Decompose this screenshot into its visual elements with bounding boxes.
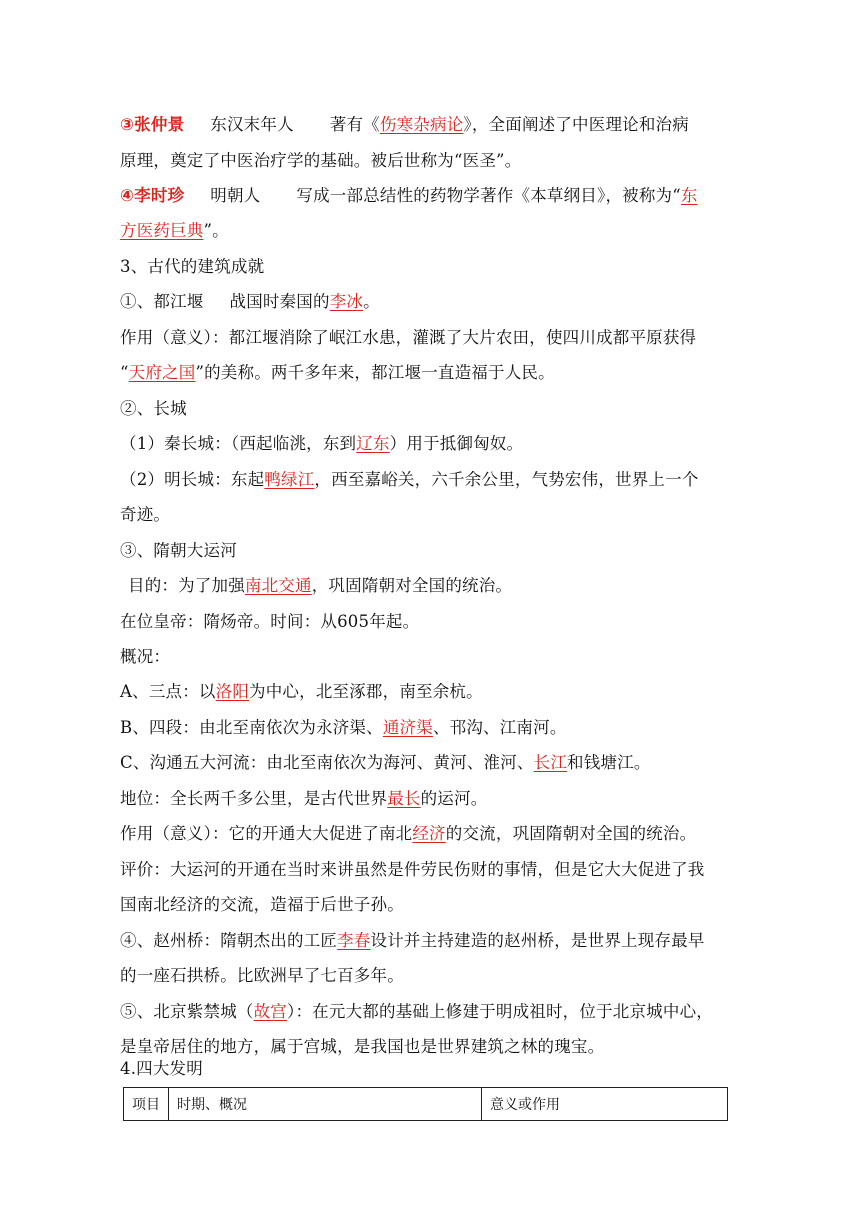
dujiangyan-line: ①、都江堰 战国时秦国的李冰。	[120, 292, 380, 311]
grand-canal-evaluation-2: 国南北经济的交流，造福于后世子孙。	[120, 895, 404, 914]
dujiangyan-effect: 作用（意义）：都江堰消除了岷江水患，灌溉了大片农田，使四川成都平原获得	[120, 328, 697, 347]
table-header-cell: 时期、概况	[169, 1088, 482, 1121]
grand-canal-sections: B、四段：由北至南依次为永济渠、通济渠、邗沟、江南河。	[120, 718, 567, 737]
li-shizhen-line-2: 方医药巨典”。	[120, 221, 229, 240]
zhang-zhongjing-line: ③张仲景 东汉末年人 著有《伤寒杂病论》，全面阐述了中医理论和治病	[120, 115, 689, 134]
forbidden-city-2: 是皇帝居住的地方，属于宫城，是我国也是世界建筑之林的瑰宝。	[120, 1037, 605, 1056]
section-heading: 3、古代的建筑成就	[120, 257, 265, 276]
inventions-table	[123, 1087, 728, 1121]
zhang-zhongjing-line-2: 原理，奠定了中医治疗学的基础。被后世称为“医圣”。	[120, 151, 522, 170]
grand-canal-evaluation: 评价：大运河的开通在当时来讲虽然是件劳民伤财的事情，但是它大大促进了我	[120, 860, 705, 879]
item-number: ④	[120, 186, 135, 205]
grand-canal-status: 地位：全长两千多公里，是古代世界最长的运河。	[120, 789, 488, 808]
era: 明朝人	[210, 186, 261, 205]
grand-canal-points: A、三点：以洛阳为中心，北至涿郡，南至余杭。	[120, 682, 483, 701]
grand-canal-overview: 概况：	[120, 647, 171, 666]
great-wall-title: ②、长城	[120, 399, 187, 418]
ming-great-wall: （2）明长城：东起鸭绿江，西至嘉峪关，六千余公里，气势宏伟，世界上一个	[120, 470, 699, 489]
li-shizhen-line: ④李时珍 明朝人 写成一部总结性的药物学著作《本草纲目》，被称为“东	[120, 186, 698, 205]
grand-canal-emperor: 在位皇帝：隋炀帝。时间：从605年起。	[120, 612, 420, 631]
table-header-cell: 项目	[124, 1088, 169, 1121]
section-heading: 4.四大发明	[120, 1059, 203, 1078]
grand-canal-goal: 目的：为了加强南北交通，巩固隋朝对全国的统治。	[128, 576, 513, 595]
item-number: ③	[120, 115, 135, 134]
ming-great-wall-2: 奇迹。	[120, 505, 171, 524]
grand-canal-rivers: C、沟通五大河流：由北至南依次为海河、黄河、淮河、长江和钱塘江。	[120, 753, 651, 772]
table-header-row	[124, 1088, 728, 1121]
grand-canal-title: ③、隋朝大运河	[120, 541, 237, 560]
qin-great-wall: （1）秦长城：（西起临洮，东到辽东）用于抵御匈奴。	[120, 434, 524, 453]
book-title: 伤寒杂病论	[379, 115, 464, 134]
zhaozhou-bridge-2: 的一座石拱桥。比欧洲早了七百多年。	[120, 966, 404, 985]
zhaozhou-bridge: ④、赵州桥：隋朝杰出的工匠李春设计并主持建造的赵州桥，是世界上现存最早	[120, 931, 705, 950]
person-name: 李时珍	[134, 186, 185, 205]
forbidden-city: ⑤、北京紫禁城（故宫）：在元大都的基础上修建于明成祖时，位于北京城中心，	[120, 1002, 713, 1021]
dujiangyan-effect-2: “天府之国”的美称。两千多年来，都江堰一直造福于人民。	[120, 363, 555, 382]
person-name: 张仲景	[134, 115, 185, 134]
era: 东汉末年人	[210, 115, 294, 134]
grand-canal-effect: 作用（意义）：它的开通大大促进了南北经济的交流，巩固隋朝对全国的统治。	[120, 824, 697, 843]
table-header-cell: 意义或作用	[482, 1088, 728, 1121]
